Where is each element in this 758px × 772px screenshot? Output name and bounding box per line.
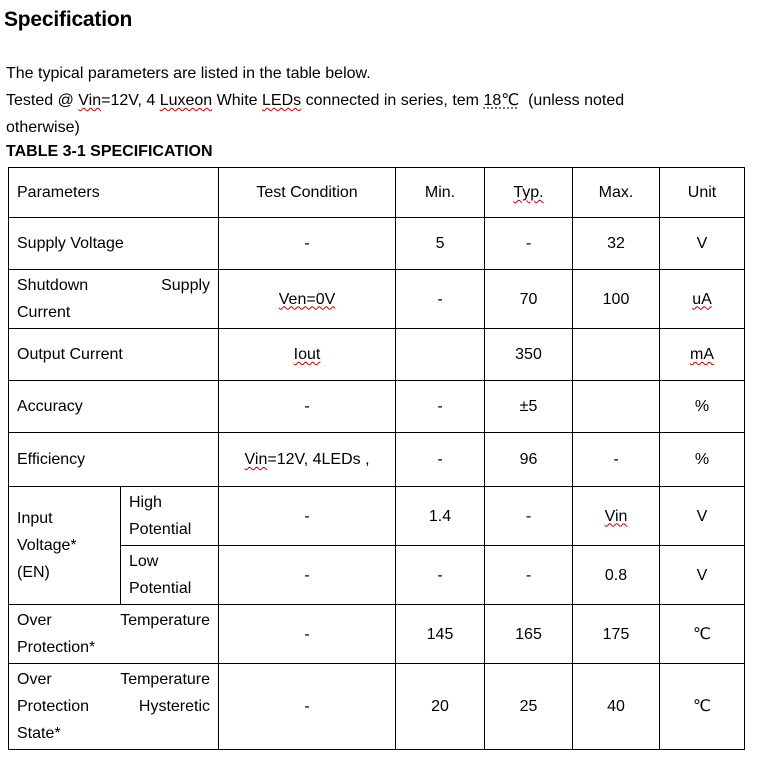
intro-text: White [212,92,262,109]
cell-min: 145 [396,605,485,664]
cell-condition: - [219,381,396,433]
condition-text: Ven=0V [278,290,336,308]
table-row [9,664,745,750]
param-word: Supply [161,277,211,294]
cell-unit [660,270,745,329]
cell-parameter [9,487,121,605]
subparam-word: High [129,494,162,511]
specification-table [8,167,745,750]
intro-line-1: The typical parameters are listed in the table below. [6,65,371,82]
cell-condition: - [219,218,396,270]
param-word: Temperature [120,671,211,688]
param-word: Shutdown [17,277,89,294]
cell-max: 100 [573,270,660,329]
intro-text: Tested @ [6,92,79,109]
header-parameters: Parameters [9,168,219,218]
intro-luxeon: Luxeon [159,92,213,109]
header-max: Max. [573,168,660,218]
cell-min: - [396,270,485,329]
cell-max: 32 [573,218,660,270]
condition-text: Iout [293,346,321,363]
param-word: Temperature [120,612,211,629]
cell-parameter: Efficiency [9,433,219,487]
table-row [9,270,745,329]
cell-unit: V [660,218,745,270]
cell-typ: - [485,487,573,546]
cell-unit: V [660,546,745,605]
intro-line-3: otherwise) [6,119,80,136]
intro-vin: Vin [78,92,102,109]
cell-min: 1.4 [396,487,485,546]
unit-text: uA [692,290,712,308]
cell-subparameter-high [121,487,219,546]
cell-condition: - [219,487,396,546]
cell-min: - [396,381,485,433]
table-row [9,433,745,487]
table-header-row [9,168,745,218]
cell-typ: 70 [485,270,573,329]
intro-paragraph [6,60,746,141]
intro-text: =12V, 4 [101,92,160,109]
intro-text: (unless noted [519,92,625,109]
table-row [9,329,745,381]
cell-max [573,381,660,433]
param-word: Hysteretic [138,698,211,715]
param-word: Input [17,510,53,527]
page-title: Specification [4,8,133,31]
cell-unit [660,329,745,381]
cell-max [573,487,660,546]
cell-typ: 350 [485,329,573,381]
cell-typ: - [485,546,573,605]
table-row [9,218,745,270]
cell-min: - [396,433,485,487]
table-row [9,381,745,433]
subparam-word: Low [129,553,159,570]
param-word: Protection [17,698,90,715]
table-title: TABLE 3-1 SPECIFICATION [6,143,213,160]
header-unit: Unit [660,168,745,218]
cell-condition [219,270,396,329]
cell-max: 40 [573,664,660,750]
cell-unit: V [660,487,745,546]
intro-line-2 [6,87,746,114]
cell-typ: 165 [485,605,573,664]
cell-parameter [9,605,219,664]
max-text: Vin [604,507,628,525]
cell-min [396,329,485,381]
cell-condition: - [219,605,396,664]
cell-max: 0.8 [573,546,660,605]
cell-unit: % [660,381,745,433]
param-word: State* [17,725,61,742]
cell-subparameter-low [121,546,219,605]
condition-vin: Vin [244,451,268,468]
cell-condition [219,433,396,487]
cell-max: 175 [573,605,660,664]
cell-typ: ±5 [485,381,573,433]
cell-unit: ℃ [660,605,745,664]
cell-min: 20 [396,664,485,750]
cell-unit: % [660,433,745,487]
cell-condition: - [219,664,396,750]
cell-typ: 25 [485,664,573,750]
cell-max: - [573,433,660,487]
cell-condition: - [219,546,396,605]
cell-typ: - [485,218,573,270]
cell-parameter: Output Current [9,329,219,381]
cell-parameter: Accuracy [9,381,219,433]
param-word: Over [17,612,52,629]
cell-condition [219,329,396,381]
param-word: Voltage* [17,537,77,554]
cell-unit: ℃ [660,664,745,750]
subparam-word: Potential [129,521,192,538]
subparam-word: Potential [129,580,192,597]
header-typ [485,168,573,218]
cell-typ: 96 [485,433,573,487]
intro-text: connected in series, tem [301,92,484,109]
cell-parameter: Supply Voltage [9,218,219,270]
cell-min: - [396,546,485,605]
param-word: Over [17,671,52,688]
unit-text: mA [690,346,715,363]
intro-temperature: 18℃ [483,92,520,109]
param-word: Protection* [17,639,96,656]
condition-text: =12V, 4LEDs , [267,451,370,468]
cell-min: 5 [396,218,485,270]
header-typ-text: Typ. [513,184,544,201]
table-row [9,487,745,546]
param-word: (EN) [17,564,50,581]
cell-max [573,329,660,381]
cell-parameter [9,664,219,750]
param-word: Current [17,304,71,321]
intro-leds: LEDs [262,92,302,109]
header-test-condition: Test Condition [219,168,396,218]
table-row [9,605,745,664]
header-min: Min. [396,168,485,218]
cell-parameter [9,270,219,329]
